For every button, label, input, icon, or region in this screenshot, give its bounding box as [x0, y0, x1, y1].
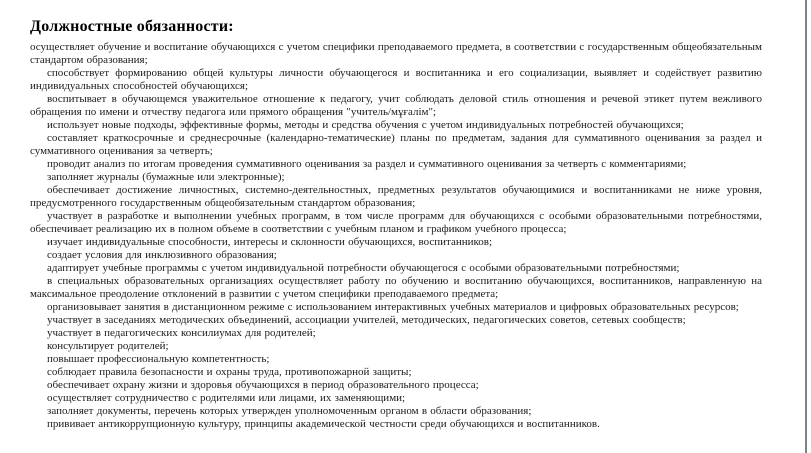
job-duties-section — [30, 17, 762, 431]
duty-paragraph: воспитывает в обучающемся уважительное отношение к педагогу, учит соблюдать деловой стиль отношения и речевой этикет путем вежливого обращения по имени и отчеству педагога или прямого обращения "учитель/мұғалім"; — [30, 93, 762, 118]
duty-paragraph: адаптирует учебные программы с учетом индивидуальной потребности обучающегося с особыми образовательными потребностями; — [47, 262, 680, 274]
duty-paragraph: участвует в разработке и выполнении учебных программ, в том числе программ для обучающихся с особыми образовательными потребностями, обеспечивает реализацию их в полном объеме в соответствии с учебным планом и графиком учебного процесса; — [30, 210, 762, 235]
duty-paragraph: обеспечивает достижение личностных, системно-деятельностных, предметных результатов обучающимися и воспитанниками не ниже уровня, предусмотренного государственным общеобязательным стандартом образования; — [30, 184, 762, 209]
duty-paragraph: участвует в заседаниях методических объединений, ассоциации учителей, методических, педагогических советов, сетевых сообществ; — [47, 314, 686, 326]
duty-paragraph: осуществляет обучение и воспитание обучающихся с учетом специфики преподаваемого предмета, в соответствии с государственным общеобязательным стандартом образования; — [30, 41, 762, 66]
duty-paragraph: прививает антикоррупционную культуру, принципы академической честности среди обучающихся и воспитанников. — [47, 418, 600, 430]
duty-paragraph: консультирует родителей; — [47, 340, 169, 352]
duty-paragraph: использует новые подходы, эффективные формы, методы и средства обучения с учетом индивидуальных потребностей обучающихся; — [47, 119, 684, 131]
duty-paragraph: изучает индивидуальные способности, интересы и склонности обучающихся, воспитанников; — [47, 236, 493, 248]
duty-paragraph: заполняет журналы (бумажные или электронные); — [47, 171, 285, 183]
section-heading: Должностные обязанности: — [30, 18, 234, 35]
duty-paragraph: осуществляет сотрудничество с родителями или лицами, их заменяющими; — [47, 392, 406, 404]
duty-paragraph: соблюдает правила безопасности и охраны труда, противопожарной защиты; — [47, 366, 412, 378]
duty-paragraph: участвует в педагогических консилиумах для родителей; — [47, 327, 316, 339]
duty-paragraph: проводит анализ по итогам проведения суммативного оценивания за раздел и суммативного оценивания за четверть с комментариями; — [47, 158, 687, 170]
duty-paragraph: заполняет документы, перечень которых утвержден уполномоченным органом в области образования; — [47, 405, 532, 417]
duty-paragraph: в специальных образовательных организациях осуществляет работу по обучению и воспитанию обучающихся, воспитанников, направленную на максимальное преодоление отклонений в развитии с учетом специфики преподаваемого предмета; — [30, 275, 762, 300]
duty-paragraph: организовывает занятия в дистанционном режиме с использованием интерактивных учебных материалов и цифровых образовательных ресурсов; — [47, 301, 739, 313]
duty-paragraph: составляет краткосрочные и среднесрочные (календарно-тематические) планы по предметам, задания для суммативного оценивания за раздел и суммативного оценивания за четверть; — [30, 132, 762, 157]
duty-paragraph: создает условия для инклюзивного образования; — [47, 249, 277, 261]
duties-list — [30, 41, 762, 431]
page-edge-divider — [805, 0, 807, 453]
duty-paragraph: способствует формированию общей культуры личности обучающегося и воспитанника и его социализации, выявляет и содействует развитию индивидуальных способностей обучающихся; — [30, 67, 762, 92]
duty-paragraph: повышает профессиональную компетентность; — [47, 353, 270, 365]
duty-paragraph: обеспечивает охрану жизни и здоровья обучающихся в период образовательного процесса; — [47, 379, 479, 391]
